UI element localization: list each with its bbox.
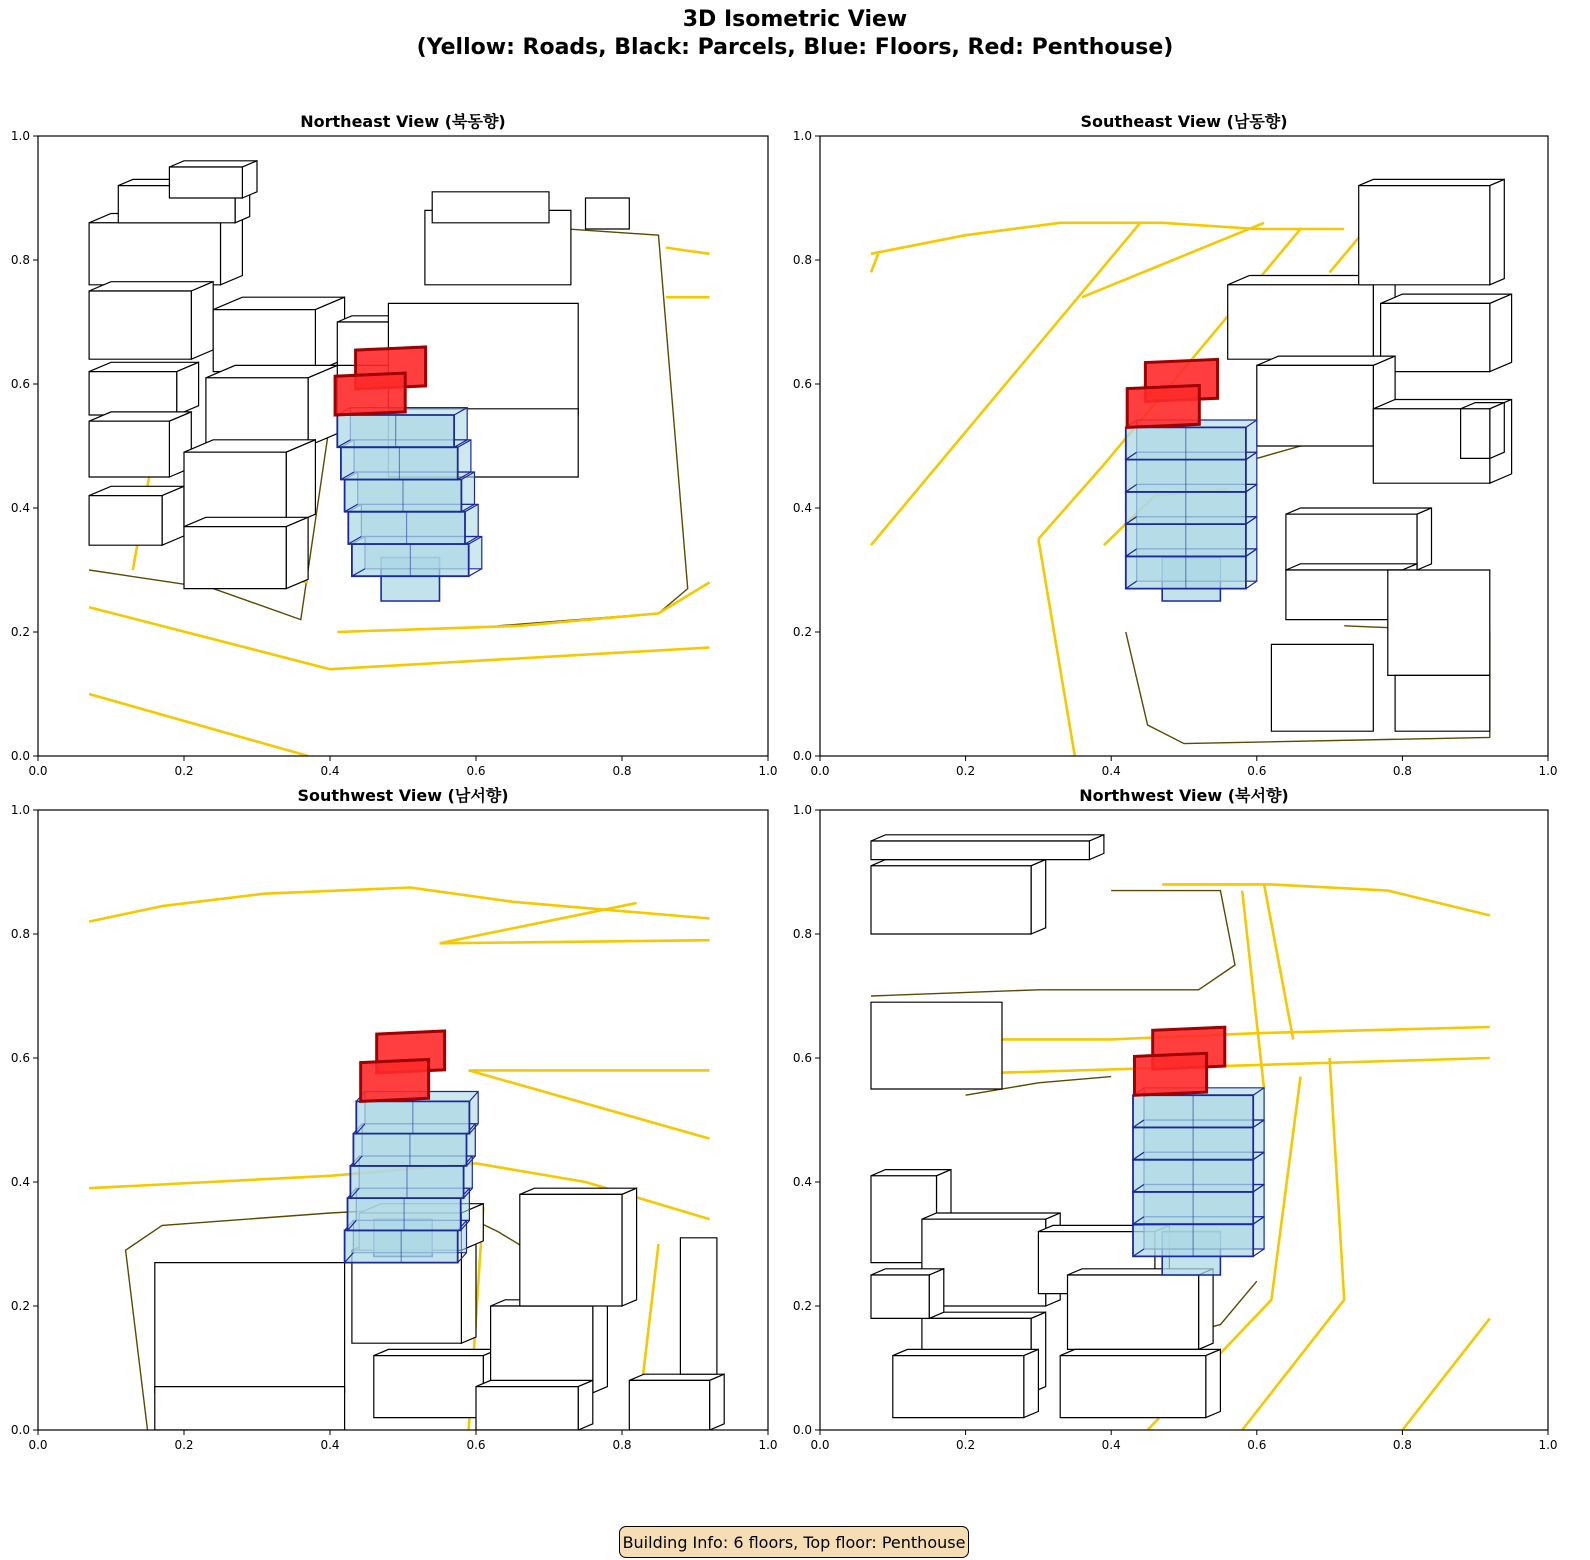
building-info-box: Building Info: 6 floors, Top floor: Penthouse	[619, 1526, 969, 1558]
building-side	[593, 1300, 608, 1393]
y-tick-label: 0.0	[792, 1423, 812, 1437]
building-side	[1199, 1269, 1214, 1350]
x-tick-label: 0.4	[320, 1438, 340, 1452]
penthouse-front	[1135, 1053, 1207, 1095]
parcel-building	[206, 365, 337, 446]
y-tick-label: 0.0	[10, 1423, 30, 1437]
parcel-building	[155, 1387, 345, 1430]
road-line	[1264, 884, 1293, 1039]
panel-4-content	[871, 835, 1490, 1430]
parcel-building	[1271, 644, 1373, 731]
y-tick-label: 0.8	[792, 927, 812, 941]
parcel-building	[680, 1238, 717, 1374]
parcel-building	[871, 1269, 944, 1319]
parcel-building	[155, 1263, 345, 1393]
road-line	[89, 694, 308, 756]
x-tick-label: 0.0	[28, 764, 48, 778]
building-front	[1381, 303, 1490, 371]
parcel-building	[893, 1349, 1039, 1417]
building-side	[1024, 1349, 1039, 1417]
building-roof	[1286, 508, 1432, 514]
road-line	[1038, 539, 1074, 756]
building-side	[221, 214, 243, 285]
x-tick-label: 0.4	[320, 764, 340, 778]
building-front	[89, 421, 169, 477]
parcel-building	[1359, 179, 1505, 284]
building-front	[1068, 1275, 1199, 1349]
panel-4	[793, 786, 1558, 1452]
building-front	[520, 1194, 622, 1306]
x-tick-label: 0.0	[810, 1438, 830, 1452]
parcel-building	[586, 198, 630, 229]
x-tick-label: 0.8	[612, 1438, 632, 1452]
x-tick-label: 1.0	[1538, 1438, 1558, 1452]
parcel-building	[1228, 276, 1395, 360]
figure-title-line-2: (Yellow: Roads, Black: Parcels, Blue: Floors, Red: Penthouse)	[416, 35, 1174, 60]
y-tick-label: 0.8	[10, 253, 30, 267]
building-front	[871, 1275, 929, 1318]
building-roof	[1286, 564, 1417, 570]
panel-title: Northeast View (북동향)	[300, 112, 506, 131]
x-tick-label: 1.0	[758, 764, 778, 778]
x-tick-label: 0.6	[1247, 1438, 1267, 1452]
building-front	[155, 1387, 345, 1430]
y-tick-label: 1.0	[10, 129, 30, 143]
building-front	[476, 1387, 578, 1430]
y-tick-label: 0.6	[792, 377, 812, 391]
building-side	[622, 1188, 637, 1306]
parcel-building	[871, 835, 1104, 860]
building-front	[89, 372, 177, 415]
x-tick-label: 0.0	[810, 764, 830, 778]
panel-1-content	[89, 161, 710, 756]
x-tick-label: 1.0	[1538, 764, 1558, 778]
parcel-building	[169, 161, 257, 198]
building-side	[191, 282, 213, 360]
building-side	[1490, 294, 1512, 372]
x-tick-label: 0.0	[28, 1438, 48, 1452]
x-tick-label: 0.2	[174, 1438, 194, 1452]
y-tick-label: 1.0	[792, 129, 812, 143]
building-roof	[1359, 179, 1505, 185]
building-side	[929, 1269, 944, 1319]
building-front	[169, 167, 242, 198]
parcel-building	[213, 297, 344, 371]
building-roof	[922, 1213, 1060, 1219]
parcel-building	[629, 1374, 724, 1430]
parcel-building	[89, 214, 242, 285]
penthouse-front	[361, 1060, 429, 1102]
building-front	[1271, 644, 1373, 731]
building-front	[629, 1380, 709, 1430]
parcel-building	[89, 282, 213, 360]
penthouse-front	[335, 373, 405, 415]
building-front	[1395, 675, 1490, 731]
floor-edge	[1246, 581, 1257, 588]
building-roof	[871, 860, 1046, 866]
y-tick-label: 0.2	[792, 1299, 812, 1313]
building-front	[89, 291, 191, 359]
x-tick-label: 0.8	[1392, 764, 1412, 778]
y-tick-label: 0.4	[10, 1175, 30, 1189]
road-line	[871, 254, 878, 273]
building-front	[586, 198, 630, 229]
building-front	[871, 841, 1089, 860]
parcel-building	[1381, 294, 1512, 372]
panel-2	[793, 112, 1558, 778]
target-building	[345, 1031, 479, 1263]
panel-title: Southeast View (남동향)	[1080, 112, 1288, 131]
x-tick-label: 0.4	[1101, 764, 1121, 778]
parcel-building	[476, 1380, 593, 1430]
parcel-building	[1388, 570, 1490, 675]
building-side	[578, 1380, 593, 1430]
x-tick-label: 0.6	[466, 1438, 486, 1452]
x-tick-label: 0.2	[956, 764, 976, 778]
target-building	[1126, 359, 1257, 601]
road-line	[440, 940, 710, 943]
parcel-building	[871, 1002, 1002, 1089]
building-roof	[520, 1188, 637, 1194]
building-side	[177, 362, 199, 415]
y-tick-label: 0.2	[10, 625, 30, 639]
x-tick-label: 1.0	[758, 1438, 778, 1452]
parcel-building	[184, 440, 315, 527]
road-line	[871, 223, 1344, 254]
building-front	[871, 1002, 1002, 1089]
building-roof	[374, 1349, 498, 1355]
building-front	[1286, 514, 1417, 570]
road-line	[440, 903, 637, 943]
x-tick-label: 0.6	[1247, 764, 1267, 778]
building-front	[871, 866, 1031, 934]
x-tick-label: 0.4	[1101, 1438, 1121, 1452]
building-front	[1388, 570, 1490, 675]
building-front	[206, 378, 308, 446]
building-front	[1461, 409, 1490, 459]
building-side	[308, 365, 337, 446]
floor-edge	[469, 569, 482, 576]
road-line	[1402, 1318, 1489, 1430]
building-side	[286, 517, 308, 588]
building-front	[1286, 570, 1403, 620]
building-side	[1417, 508, 1432, 570]
y-tick-label: 0.6	[10, 1051, 30, 1065]
penthouse	[1127, 359, 1217, 427]
parcel-building	[491, 1300, 608, 1393]
parcel-building	[1286, 508, 1432, 570]
road-line	[1242, 891, 1264, 1089]
building-roof	[476, 1380, 593, 1386]
building-roof	[1060, 1349, 1220, 1355]
parcel-building	[184, 517, 308, 588]
x-tick-label: 0.8	[1392, 1438, 1412, 1452]
y-tick-label: 0.8	[10, 927, 30, 941]
x-tick-label: 0.8	[612, 764, 632, 778]
y-tick-label: 0.4	[10, 501, 30, 515]
building-side	[461, 1244, 476, 1343]
building-front	[213, 310, 315, 372]
road-line	[89, 888, 710, 922]
building-front	[89, 223, 220, 285]
building-roof	[871, 835, 1104, 841]
panel-title: Northwest View (북서향)	[1079, 786, 1289, 805]
y-tick-label: 1.0	[792, 803, 812, 817]
parcel-building	[1060, 1349, 1220, 1417]
panel-2-content	[871, 179, 1512, 756]
y-tick-label: 0.0	[10, 749, 30, 763]
parcel-building	[1395, 675, 1490, 731]
x-tick-label: 0.6	[466, 764, 486, 778]
parcel-building	[432, 192, 549, 223]
panel-1	[11, 112, 778, 778]
y-tick-label: 0.8	[792, 253, 812, 267]
penthouse	[361, 1031, 445, 1101]
building-roof	[893, 1349, 1039, 1355]
building-side	[1206, 1349, 1221, 1417]
floor-edge	[1253, 1249, 1264, 1256]
building-front	[1359, 186, 1490, 285]
x-tick-label: 0.2	[956, 1438, 976, 1452]
building-side	[286, 440, 315, 527]
y-tick-label: 0.6	[792, 1051, 812, 1065]
y-tick-label: 0.4	[792, 1175, 812, 1189]
road-line	[871, 223, 1140, 545]
panel-3-content	[89, 888, 724, 1431]
x-tick-label: 0.2	[174, 764, 194, 778]
y-tick-label: 0.2	[792, 625, 812, 639]
road-line	[469, 1070, 710, 1138]
parcel-building	[89, 362, 199, 415]
building-side	[162, 486, 184, 545]
y-tick-label: 1.0	[10, 803, 30, 817]
building-front	[1228, 285, 1374, 359]
building-side	[242, 161, 257, 198]
building-front	[680, 1238, 717, 1374]
building-front	[374, 1356, 484, 1418]
building-side	[710, 1374, 725, 1430]
panel-title: Southwest View (남서향)	[297, 786, 509, 805]
y-tick-label: 0.0	[792, 749, 812, 763]
building-front	[89, 496, 162, 546]
building-roof	[1257, 356, 1395, 365]
parcel-building	[1461, 403, 1505, 459]
building-front	[184, 527, 286, 589]
parcel-building	[89, 412, 191, 477]
building-front	[432, 192, 549, 223]
figure-title-line-1: 3D Isometric View	[682, 7, 908, 32]
building-front	[1060, 1356, 1206, 1418]
parcel-building	[89, 486, 184, 545]
building-side	[1490, 403, 1505, 459]
building-side	[1031, 860, 1046, 934]
building-front	[893, 1356, 1024, 1418]
building-front	[184, 452, 286, 526]
penthouse-front	[1127, 386, 1199, 428]
building-front	[155, 1263, 345, 1393]
parcel-building	[520, 1188, 637, 1306]
road-line	[666, 248, 710, 254]
y-tick-label: 0.4	[792, 501, 812, 515]
building-front	[491, 1306, 593, 1393]
parcel-building	[1068, 1269, 1214, 1350]
building-front	[1257, 365, 1374, 446]
y-tick-label: 0.6	[10, 377, 30, 391]
road-line	[1162, 884, 1490, 915]
building-roof	[629, 1374, 724, 1380]
building-front	[352, 1250, 462, 1343]
building-side	[1490, 179, 1505, 284]
panel-3	[11, 786, 778, 1452]
parcel-building	[871, 860, 1046, 934]
y-tick-label: 0.2	[10, 1299, 30, 1313]
